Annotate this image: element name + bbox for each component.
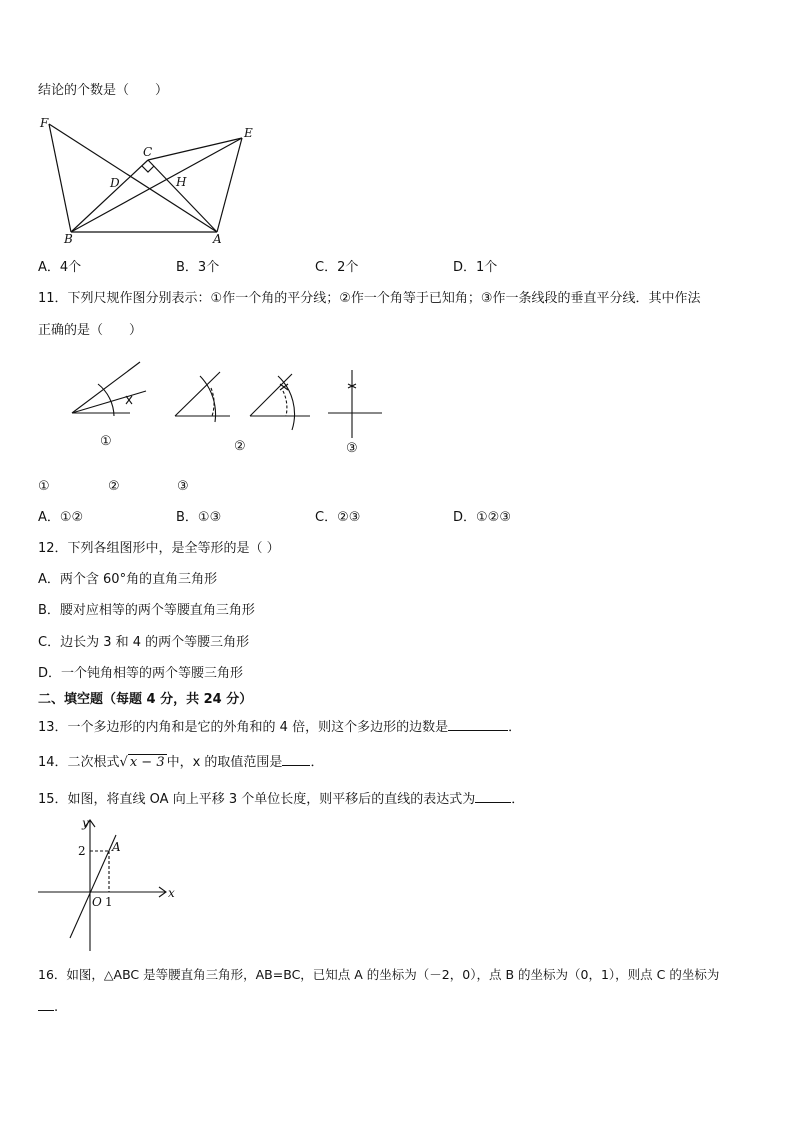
q11-option-a[interactable]: A．①②	[38, 510, 84, 525]
q14-answer-blank[interactable]	[282, 753, 310, 766]
q11-option-c[interactable]: C．②③	[315, 510, 361, 525]
q15	[38, 790, 524, 809]
q12-option-a[interactable]: A．两个含 60°角的直角三角形	[38, 572, 218, 587]
q11-mark-3: ③	[177, 479, 189, 494]
line-fb	[49, 124, 71, 232]
fig-label-3: ③	[346, 441, 358, 456]
right-angle-mark	[142, 166, 154, 172]
label-o: O	[92, 895, 102, 909]
q14-radicand: x − 3	[129, 755, 165, 770]
label-h: H	[176, 175, 187, 189]
q11-mark-1: ①	[38, 479, 50, 494]
q14	[38, 753, 323, 772]
fig-label-2: ②	[234, 439, 246, 454]
q10-option-c[interactable]: C．2个	[315, 260, 359, 275]
q10-option-d[interactable]: D．1个	[453, 260, 498, 275]
q12-option-b[interactable]: B．腰对应相等的两个等腰直角三角形	[38, 603, 255, 618]
q15-end: ．	[511, 792, 525, 807]
q12-option-d[interactable]: D．一个钝角相等的两个等腰三角形	[38, 666, 244, 681]
label-2: 2	[78, 844, 86, 858]
q10-stem-tail: 结论的个数是（ ）	[38, 83, 169, 98]
label-e: E	[244, 126, 253, 140]
q13-text: 13．一个多边形的内角和是它的外角和的 4 倍，则这个多边形的边数是	[38, 720, 449, 735]
q14-radical: √ x − 3	[119, 755, 165, 770]
q12-stem: 12．下列各组图形中，是全等形的是（ ）	[38, 541, 280, 556]
q11-figures	[60, 358, 400, 458]
q10-option-a[interactable]: A．4个	[38, 260, 82, 275]
q11-mark-2: ②	[108, 479, 120, 494]
q14-prefix: 14．二次根式	[38, 755, 120, 770]
label-b: B	[64, 232, 73, 246]
label-1: 1	[105, 895, 113, 909]
q11-stem-line1: 11．下列尺规作图分别表示：①作一个角的平分线；②作一个角等于已知角；③作一条线段的垂直平分线．其中作法	[38, 291, 701, 306]
line-be	[71, 138, 242, 232]
q14-middle: 中，x 的取值范围是	[166, 755, 283, 770]
q16-answer-blank[interactable]	[38, 998, 54, 1011]
q13-end: ．	[508, 720, 522, 735]
q11-option-b[interactable]: B．①③	[176, 510, 222, 525]
q15-answer-blank[interactable]	[475, 790, 511, 803]
q15-text: 15．如图，将直线 OA 向上平移 3 个单位长度，则平移后的直线的表达式为	[38, 792, 476, 807]
section-2-title: 二、填空题（每题 4 分，共 24 分）	[38, 692, 253, 707]
q16-line2	[38, 998, 58, 1017]
q11-stem-line2: 正确的是（ ）	[38, 323, 143, 338]
label-c: C	[143, 145, 153, 159]
q16-line1: 16．如图，△ABC 是等腰直角三角形，AB=BC，已知点 A 的坐标为（－2，0），点 B 的坐标为（0，1），则点 C 的坐标为	[38, 967, 720, 982]
fig-label-1: ①	[100, 434, 112, 449]
label-a: A	[213, 232, 222, 246]
q15-figure	[34, 815, 184, 955]
label-a: A	[112, 840, 121, 854]
q14-end: ．	[310, 755, 324, 770]
line-fa	[49, 124, 217, 232]
q13-answer-blank[interactable]	[448, 718, 508, 731]
label-x: x	[168, 886, 175, 900]
q10-figure	[34, 112, 264, 247]
q11-option-d[interactable]: D．①②③	[453, 510, 511, 525]
label-d: D	[110, 176, 120, 190]
q12-option-c[interactable]: C．边长为 3 和 4 的两个等腰三角形	[38, 635, 250, 650]
line-ae	[217, 138, 242, 232]
label-y: y	[82, 816, 89, 830]
q10-option-b[interactable]: B．3个	[176, 260, 220, 275]
q13	[38, 718, 521, 737]
line-ce	[148, 138, 242, 160]
q16-end: .	[54, 1000, 59, 1015]
label-f: F	[40, 116, 49, 130]
